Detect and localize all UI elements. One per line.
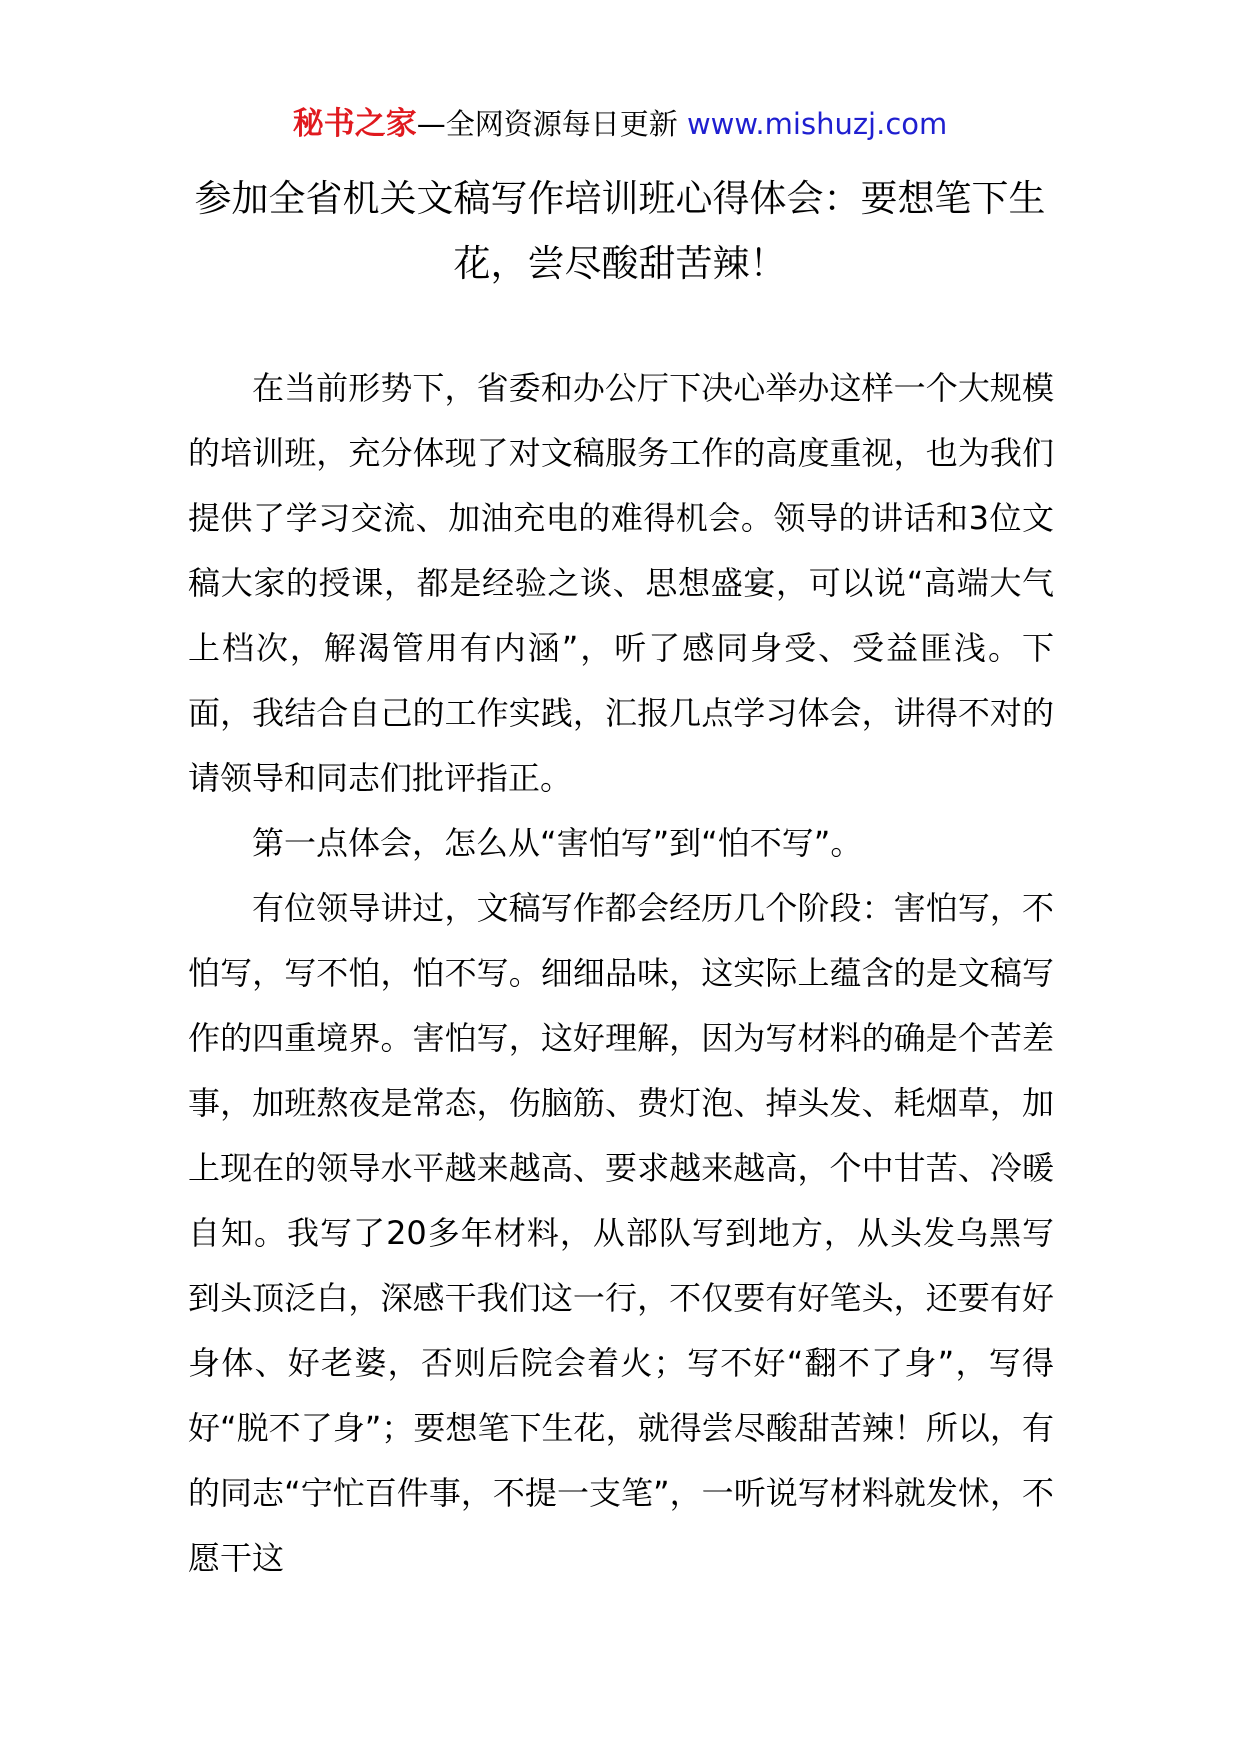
- document-title: 参加全省机关文稿写作培训班心得体会：要想笔下生花，尝尽酸甜苦辣！: [194, 177, 1046, 285]
- site-header: [0, 104, 1240, 144]
- header-slogan: —全网资源每日更新: [416, 107, 687, 141]
- document-body: [188, 356, 1054, 1591]
- brand-name: 秘书之家: [292, 106, 417, 142]
- body-paragraph-intro: 在当前形势下，省委和办公厅下决心举办这样一个大规模的培训班，充分体现了对文稿服务工作的高度重视，也为我们提供了学习交流、加油充电的难得机会。领导的讲话和3位文稿大家的授课，都是经验之谈、思想盛宴，可以说“高端大气上档次，解渴管用有内涵”，听了感同身受、受益匪浅。下面，我结合自己的工作实践，汇报几点学习体会，讲得不对的请领导和同志们批评指正。: [188, 369, 1054, 797]
- body-paragraph-point-heading: 第一点体会，怎么从“害怕写”到“怕不写”。: [252, 824, 863, 862]
- site-url-link[interactable]: www.mishuzj.com: [686, 107, 948, 141]
- body-paragraph-point-detail: 有位领导讲过，文稿写作都会经历几个阶段：害怕写，不怕写，写不怕，怕不写。细细品味，这实际上蕴含的是文稿写作的四重境界。害怕写，这好理解，因为写材料的确是个苦差事，加班熬夜是常态，伤脑筋、费灯泡、掉头发、耗烟草，加上现在的领导水平越来越高、要求越来越高，个中甘苦、冷暖自知。我写了20多年材料，从部队写到地方，从头发乌黑写到头顶泛白，深感干我们这一行，不仅要有好笔头，还要有好身体、好老婆，否则后院会着火；写不好“翻不了身”，写得好“脱不了身”；要想笔下生花，就得尝尽酸甜苦辣！所以，有的同志“宁忙百件事，不提一支笔”，一听说写材料就发怵，不愿干这: [188, 889, 1054, 1577]
